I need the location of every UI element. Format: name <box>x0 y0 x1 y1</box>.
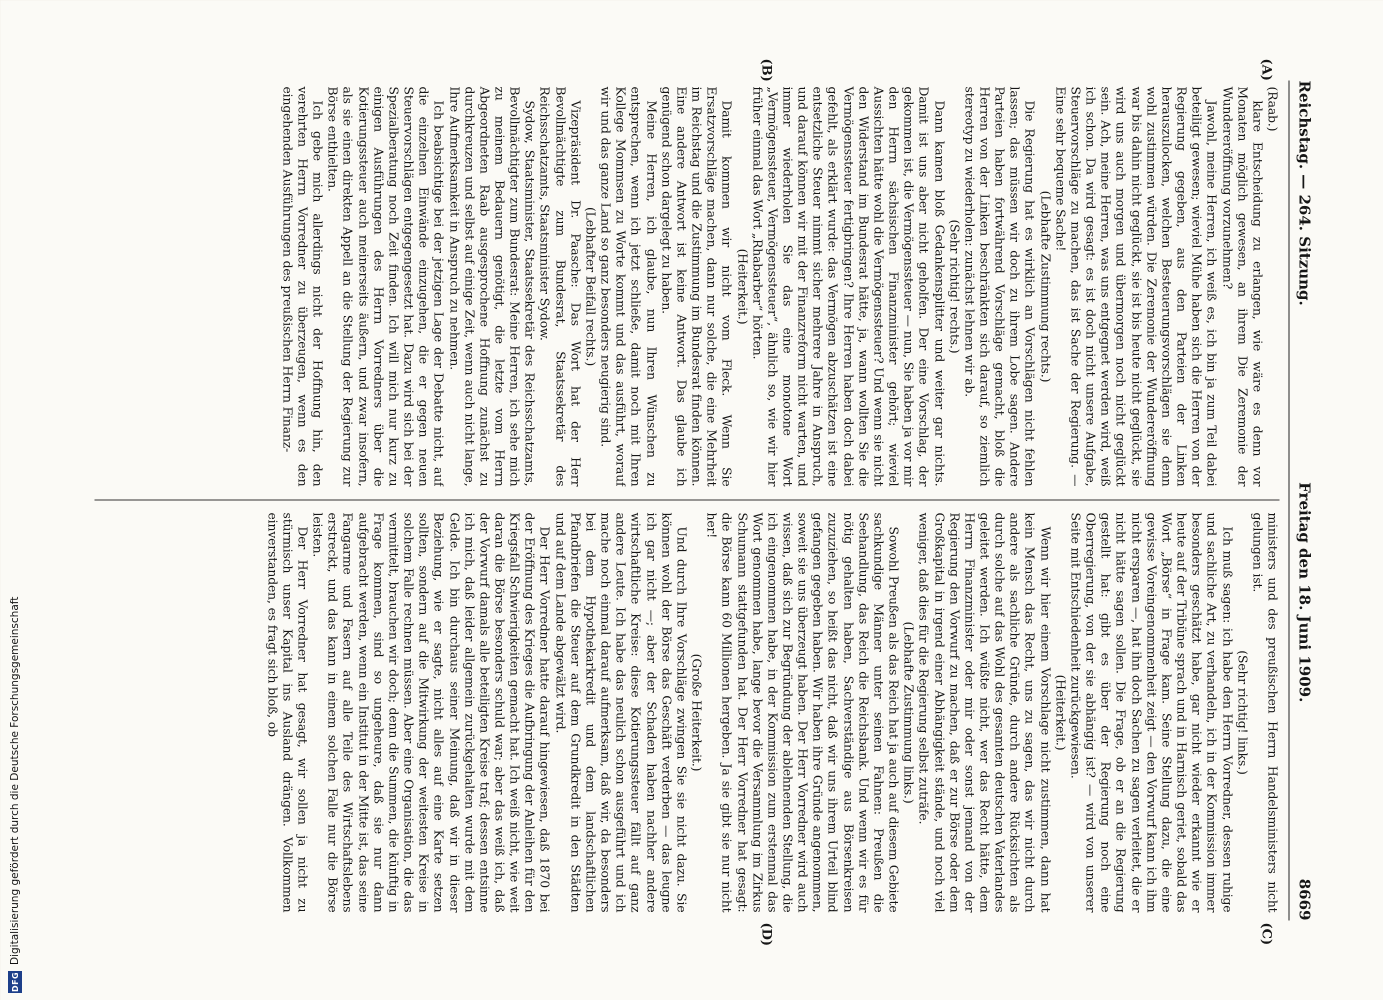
margin-marker-c: (C) <box>1258 922 1273 945</box>
right-column-paragraph: (Große Heiterkeit.) <box>689 653 704 771</box>
margin-marker-b: (B) <box>758 58 773 82</box>
credit-text: Digitalisierung gefördert durch die Deutsche Forschungsgemeinschaft <box>9 596 21 965</box>
left-column-paragraph: (Lebhafter Beifall rechts.) <box>582 206 597 366</box>
left-column-paragraph: Damit kommen wir nicht vom Fleck. Wenn Sie Ersatzvorschläge machen, dann nur solche, die eine Mehrheit im Reichstag und die Zustimmung im Bundesrat finden können. Eine andere Antwort ist keine Antwort. Das glaube ich genügend schon dargelegt zu haben. <box>658 86 734 486</box>
left-column-paragraph: Die Regierung hat es wirklich an Vorschlägen nicht fehlen lassen; das müssen wir doch zu ihrem Lobe sagen. Andere Parteien haben fortwährend Vorschläge gemacht, bloß die Herren von der Linken beschränkten sich darauf, so ziemlich stereotyp zu wiederholen: zunächst lehnen wir ab. <box>961 86 1037 486</box>
margin-marker-d: (D) <box>758 922 773 946</box>
header-rule <box>1288 80 1289 920</box>
right-column-paragraph: Der Herr Vorredner hat gesagt, wir sollen ja nicht zu stürmisch unser Kapital ins Ausland drängen. Vollkommen einverstanden, es fragt sich bloß, ob <box>264 512 309 912</box>
page-number: 8669 <box>1295 878 1313 920</box>
left-column-paragraph: Sydow, Staatsminister, Staatssekretär des Reichsschatzamts, Bevollmächtigter zum Bundesrat: Meine Herren, ich sehe mich zu meinem Bedauern genötigt, die letzte vom Herrn Abgeordneten Raab ausgesprochene Hoffnung zunächst zu durchkreuzen und selbst auf einige Zeit, wenn auch nicht lange, Ihre Aufmerksamkeit in Anspruch zu nehmen. <box>446 86 537 486</box>
right-column-paragraph: (Lebhafte Zustimmung links.) <box>901 620 916 804</box>
right-column-paragraph: (Heiterkeit.) <box>1052 674 1067 750</box>
right-text-column <box>94 512 1279 912</box>
right-column-paragraph: Ich muß sagen: ich habe den Herrn Vorredner, dessen ruhige und sachliche Art, zu verhandeln, ich in der Kommission immer besonders geschätzt habe, gar nicht wieder erkannt wie er heute auf der Tribüne sprach und in Harnisch geriet, sobald das Wort „Börse“ in Frage kam. Seine Stellung dazu, die eine gewisse Voreingenommenheit zeigt — den Vorwurf kann ich ihm nicht ersparen —, hat ihn doch Sachen zu sagen verleitet, die er nicht hätte sagen sollen. Die Frage, ob er an die Regierung gestellt hat: gibt es über der Regierung noch eine Oberregierung, von der sie abhängig ist? — wird von unserer Seite mit Entschiedenheit zurückgewiesen. <box>1067 512 1234 912</box>
left-column-paragraph: Dann kamen bloß Gedankensplitter und weiter gar nichts. Damit ist uns aber nicht geholfen. Der eine Vorschlag, der gekommen ist, die Vermögenssteuer — nun, Sie haben ja vor mir den Herrn sächsischen Finanzminister gehört; wieviel Aussichten hätte wohl die Vermögenssteuer? Und wenn sie nicht den Widerstand im Bundesrat hätte, ja, wann wollten Sie die Vermögenssteuer fertigbringen? Ihre Herren haben doch dabei gefehlt, als erklärt wurde: das Vermögen abzuschätzen ist eine entsetzliche Steuer nimmt sicher mehrere Jahre in Anspruch, und darauf können wir mit der Finanzreform nicht warten, und immer wiederholen Sie das eine monotone Wort „Vermögenssteuer, Vermögenssteuer“, ähnlich so, wie wir hier früher einmal das Wort „Rhabarber“ hörten. <box>749 86 946 486</box>
section-title: Reichstag. — 264. Sitzung. <box>1295 80 1313 306</box>
left-column-paragraph: klare Entscheidung zu erlangen, wie wäre es denn vor Monaten möglich gewesen, an ihrem Die Zeremonie der Wundereröffnung vorzunehmen? <box>1219 86 1264 486</box>
left-column-paragraph: Jawohl, meine Herren, ich weiß es, ich bin ja zum Teil dabei beteiligt gewesen; wieviel Mühe haben sich die Herren von der Regierung gegeben, aus den Parteien der Linken herauszulocken, welchen Besteuerungsvorschlägen sie denn wohl zustimmen würden. Die Zeremonie der Wundereröffnung war bis dahin nicht geglückt, sie ist bis heute nicht geglückt, sie wird uns auch morgen und übermorgen noch nicht geglückt sein. Ach, meine Herren, was uns entgegnet werden wird, weiß ich schon. Da wird gesagt: es ist doch nicht unsere Aufgabe, Steuervorschläge zu machen, das ist Sache der Regierung. — Eine sehr bequeme Sache! <box>1052 86 1219 486</box>
right-column-paragraph: (Sehr richtig! links.) <box>1234 649 1249 775</box>
right-column-paragraph: Der Herr Vorredner hatte darauf hingewiesen, daß 1870 bei der Eröffnung des Krieges die Aufbringung der Anleihen für den Kriegsfall Schwierigkeiten gemacht hat. Ich weiß nicht, wie weit daran die Börse besonders schuld war; aber das weiß ich, daß der Vorwurf damals alle beteiligten Kreise traf; dessen entsinne ich mich, daß leider allgemein zurückgehalten wurde mit dem Gelde. Ich bin durchaus seiner Meinung, daß wir in dieser Beziehung, wie er sagte, nicht alles auf eine Karte setzen sollten, sondern auf die Mitwirkung der weitesten Kreise in solchem Falle rechnen müssen. Aber eine Organisation, die das vermittelt, brauchen wir doch; denn die Summen, die künftig in Frage kommen, sind so ungeheure, daß sie nur dann aufgebracht werden, wenn ein Institut in der Mitte ist, das seine Fangarme und Fasern auf alle Teile des Wirtschaftslebens erstreckt, und das kann in einem solchen Falle nur die Börse leisten. <box>310 512 552 912</box>
digitization-credit <box>8 0 22 1000</box>
session-date: Freitag den 18. Juni 1909. <box>1295 481 1313 702</box>
left-column-paragraph: Ich beabsichtige bei der jetzigen Lage der Debatte nicht, auf die einzelnen Einwände einzugehen, die er gegen neuen Steuervorschlägen entgegengesetzt hat. Dazu wird sich bei der Spezialberatung noch Zeit finden. Ich will mich nur kurz zu einigen Ausführungen des Herrn Vorredners über die Kotierungssteuer auch meinerseits äußern, und zwar insofern, als sie einen direkten Appell an die Stellung der Regierung zur Börse enthielten. <box>325 86 446 486</box>
left-column-paragraph: (Heiterkeit.) <box>734 248 749 324</box>
left-column-paragraph: Vizepräsident Dr. Paasche: Das Wort hat der Herr Bevollmächtigte zum Bundesrat, Staatssekretär des Reichsschatzamts, Staatsminister Sydow. <box>537 86 582 486</box>
margin-marker-a: (A) <box>1258 58 1273 81</box>
left-column-paragraph: (Sehr richtig! rechts.) <box>946 218 961 354</box>
left-column-paragraph: Ich gebe mich allerdings nicht der Hoffnung hin, den verehrten Herrn Vorredner zu überzeugen, wenn es den eingehenden Ausführungen des preußischen Herrn Finanz- <box>279 86 325 486</box>
page-header <box>1291 80 1317 920</box>
column-divider <box>94 499 1279 500</box>
left-column-paragraph: (Lebhafte Zustimmung rechts.) <box>1037 190 1052 382</box>
left-column-paragraph: (Raab.) <box>1265 86 1279 131</box>
right-column-paragraph: Sowohl Preußen als das Reich hat ja auch auf diesem Gebiete sachkundige Männer unter seinen Fahnen: Preußen die Seehandlung, das Reich die Reichsbank. Und wenn wir es für nötig gehalten haben, Sachverständige aus Börsenkreisen zuzuziehen, so heißt das nicht, daß wir uns ihrem Urteil blind gefangen gegeben haben. Wir haben ihre Gründe angenommen, soweit sie uns überzeugt haben. Der Herr Vorredner wird auch wissen, daß sich zur Begründung der ablehnenden Stellung, die ich eingenommen habe, in der Kommission zum erstenmal das Wort genommen habe, lange bevor die Versammlung im Zirkus Schumann stattgefunden hat. Der Herr Vorredner hat gesagt: die Börse kann 60 Millionen hergeben. Ja sie gibt sie nur nicht her! <box>704 512 901 912</box>
left-text-column <box>94 86 1279 486</box>
right-column-paragraph: ministers und des preußischen Herrn Handelsministers nicht gelungen ist. <box>1249 512 1279 912</box>
left-column-paragraph: Meine Herren, ich glaube, nun Ihren Wünschen zu entsprechen, wenn ich jetzt schließe, damit noch mit Ihren Kollege Mommsen zu Worte kommt und das ausführt, worauf wir und das ganze Land so ganz besonders neugierig sind. <box>598 86 658 486</box>
right-column-paragraph: Wenn wir hier einem Vorschlage nicht zustimmen, dann hat kein Mensch das Recht, uns zu sagen, das wir nicht durch andere als sachliche Gründe, durch andere Rücksichten als durch solche auf das Wohl des gesamten deutschen Vaterlandes geleitet werden. Ich wüßte nicht, wer das Recht hätte, dem Herrn Finanzminister oder mir oder sonst jemand von der Regierung den Vorwurf zu machen, daß er zur Börse oder dem Großkapital in irgend einer Abhängigkeit stände, und noch viel weniger, daß dies für die Regierung selbst zuträfe. <box>916 512 1052 912</box>
dfg-logo: DFG <box>8 971 22 993</box>
right-column-paragraph: Und durch Ihre Vorschläge zwingen Sie sie nicht dazu. Sie können wohl der Börse das Geschäft verderben — das leugne ich gar nicht —; aber der Schaden haben nachher andere wirtschaftliche Kreise: diese Kotierungssteuer fällt auf ganz andere Leute. Ich habe das neulich schon ausgeführt und ich mache noch einmal darauf aufmerksam, daß wir, da besonders bei dem Hypothekarkredit und dem landschaftlichen Pfandbriefen die Steuer auf dem Grundkredit in den Städten und auf dem Lande abgewälzt wird. <box>552 512 688 912</box>
